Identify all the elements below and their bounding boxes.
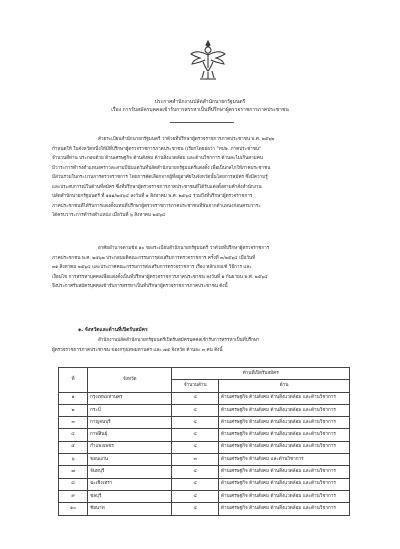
para1-line: กำหนดให้ ในจังหวัดหนึ่งให้มีที่ปรึกษาผู้ตรวจราชการภาคประชาชน (เรียกโดยย่อว่า "ทปษ. ภาคประชาชน" (52, 146, 262, 152)
table-row (59, 478, 350, 490)
cell-no: ๓ (59, 417, 88, 429)
cell-count: ๔ (172, 478, 219, 490)
cell-count: ๔ (172, 490, 219, 502)
cell-sides: ด้านเศรษฐกิจ ด้านสังคม และด้านวิชาการ (219, 454, 350, 466)
cell-province: ฉะเชิงเทรา (88, 478, 172, 490)
cell-count: ๔ (172, 503, 219, 515)
table-row (59, 466, 350, 478)
table-row (59, 429, 350, 441)
para1-line: จำนวนสี่ท่าน ประกอบด้วย ด้านเศรษฐกิจ ด้านสังคม ด้านสิ่งแวดล้อม และด้านวิชาการ ด้านละไม่เกินสามคน (52, 156, 263, 161)
cell-no: ๘ (59, 478, 88, 490)
para2-line: อาศัยอำนาจตามข้อ ๑๐ ของระเบียบสำนักนายกรัฐมนตรี ว่าด้วยที่ปรึกษาผู้ตรวจราชการ (98, 246, 270, 251)
paragraph-1 (52, 135, 348, 221)
cell-no: ๗ (59, 466, 88, 478)
paragraph-2 (52, 244, 348, 292)
cell-no: ๔ (59, 429, 88, 441)
cell-no: ๒ (59, 404, 88, 416)
cell-count: ๔ (172, 417, 219, 429)
para2-line: จึงประกาศรับสมัครบุคคลเข้ารับการสรรหาเป็นที่ปรึกษาผู้ตรวจราชการภาคประชาชน ดังนี้ (52, 284, 228, 289)
para1-line: และประสบการณ์ในด้านที่สมัคร ซึ่งที่ปรึกษาผู้ตรวจราชการภาคประชาชนที่ได้รับแต่งตั้งตามคำสั่งสำนักงาน (52, 184, 262, 190)
col-header-province: จังหวัด (88, 368, 172, 393)
para3-line: สำนักงานปลัดสำนักนายกรัฐมนตรีเปิดรับสมัครบุคคลเข้ารับการสรรหาเป็นที่ปรึกษา (98, 338, 260, 343)
para2-line: ภาคประชาชน พ.ศ. ๒๕๖๒ ประกอบมติคณะกรรมการส่งเสริมการตรวจราชการ ครั้งที่ ๓/๒๕๖๔ เมื่อวันที่ (52, 255, 256, 261)
cell-sides: ด้านเศรษฐกิจ ด้านสังคม ด้านสิ่งแวดล้อม และด้านวิชาการ (219, 478, 350, 490)
cell-no: ๑ (59, 392, 88, 404)
cell-count: ๓ (172, 454, 219, 466)
cell-sides: ด้านเศรษฐกิจ ด้านสังคม ด้านสิ่งแวดล้อม และด้านวิชาการ (219, 503, 350, 515)
cell-province: ชลบุรี (88, 490, 172, 502)
col-header-group: ด้านที่เปิดรับสมัคร (172, 368, 350, 380)
province-table (58, 367, 350, 516)
para1-line: มีส่วนร่วมในกระบวนการตรวจราชการ โดยการคัดเลือกจากผู้ที่อยู่อาศัยในจังหวัดนั้นโดยการสมัคร ซึ่งมีความรู้ (52, 175, 268, 180)
table-row (59, 454, 350, 466)
cell-count: ๔ (172, 441, 219, 453)
cell-province: ขอนแก่น (88, 454, 172, 466)
cell-province: กระบี่ (88, 404, 172, 416)
table-row (59, 490, 350, 502)
cell-province: กำแพงเพชร (88, 441, 172, 453)
col-header-side: ด้าน (219, 380, 350, 392)
garuda-emblem-icon (188, 38, 228, 82)
para1-line: ปลัดสำนักนายกรัฐมนตรี ที่ ๑๑๑/๒๕๖๔ ลงวันที่ ๑ สิงหาคม พ.ศ. ๒๕๖๔ รวมถึงที่ปรึกษาผู้ตรวจราชการ (52, 194, 253, 199)
cell-province: ชัยนาท (88, 503, 172, 515)
paragraph-3 (52, 336, 348, 355)
table-row (59, 503, 350, 515)
cell-sides: ด้านเศรษฐกิจ ด้านสังคม ด้านสิ่งแวดล้อม และด้านวิชาการ (219, 466, 350, 478)
table-row (59, 441, 350, 453)
heading-divider (170, 122, 234, 123)
para3-line: ผู้ตรวจราชการภาคประชาชน ของกรุงเทพมหานคร และ ๗๕ จังหวัด ด้านละ ๓ คน ดังนี้ (52, 347, 223, 353)
section-1-title: ๑. จังหวัดและด้านที่เปิดรับสมัคร (78, 327, 148, 333)
cell-count: ๔ (172, 429, 219, 441)
table-row (59, 417, 350, 429)
cell-sides: ด้านเศรษฐกิจ ด้านสังคม ด้านสิ่งแวดล้อม และด้านวิชาการ (219, 490, 350, 502)
cell-sides: ด้านเศรษฐกิจ ด้านสังคม ด้านสิ่งแวดล้อม และด้านวิชาการ (219, 441, 350, 453)
document-heading (0, 98, 400, 114)
cell-province: กรุงเทพมหานคร (88, 392, 172, 404)
cell-sides: ด้านเศรษฐกิจ ด้านสังคม ด้านสิ่งแวดล้อม และด้านวิชาการ (219, 392, 350, 404)
col-header-count: จำนวนด้าน (172, 380, 219, 392)
para1-line: มีวาระการดำรงตำแหน่งคราวละสามปีนับแต่วันที่ปลัดสำนักนายกรัฐมนตรีแต่งตั้ง เพื่อเป็นกลไกให้ภาคประชาชน (52, 165, 271, 171)
cell-no: ๑๐ (59, 503, 88, 515)
cell-count: ๔ (172, 466, 219, 478)
cell-count: ๔ (172, 392, 219, 404)
para2-line: ๓๑ สิงหาคม ๒๕๖๔ และประกาศคณะกรรมการส่งเสริมการตรวจราชการ เรื่อง หลักเกณฑ์ วิธีการ และ (52, 265, 252, 270)
cell-sides: ด้านเศรษฐกิจ ด้านสังคม ด้านสิ่งแวดล้อม และด้านวิชาการ (219, 429, 350, 441)
cell-province: กาญจนบุรี (88, 417, 172, 429)
cell-province: จันทบุรี (88, 466, 172, 478)
col-header-no: ที่ (59, 368, 88, 393)
para1-line: ได้ครบวาระการดำรงตำแหน่ง เมื่อวันที่ ๖ สิงหาคม ๒๕๖๔ (52, 213, 166, 218)
para2-line: เงื่อนไข การสรรหาบุคคลเพื่อแต่งตั้งเป็นที่ปรึกษาผู้ตรวจราชการภาคประชาชน ลงวันที่ ๑ กันยายน พ.ศ. ๒๕๖๔ (52, 274, 268, 280)
table-row (59, 392, 350, 404)
cell-no: ๙ (59, 490, 88, 502)
cell-no: ๕ (59, 441, 88, 453)
cell-count: ๔ (172, 404, 219, 416)
heading-line-1: ประกาศสำนักงานปลัดสำนักนายกรัฐมนตรี (154, 99, 246, 105)
cell-sides: ด้านเศรษฐกิจ ด้านสังคม ด้านสิ่งแวดล้อม และด้านวิชาการ (219, 417, 350, 429)
para1-line: ด้วยระเบียบสำนักนายกรัฐมนตรี ว่าด้วยที่ปรึกษาผู้ตรวจราชการภาคประชาชน พ.ศ. ๒๕๖๒ (98, 137, 275, 142)
table-body (59, 392, 350, 515)
cell-no: ๖ (59, 454, 88, 466)
cell-sides: ด้านเศรษฐกิจ ด้านสังคม ด้านสิ่งแวดล้อม และด้านวิชาการ (219, 404, 350, 416)
table-row (59, 404, 350, 416)
para1-line: ภาคประชาชนที่ได้รับการแต่งตั้งแทนที่ปรึกษาผู้ตรวจราชการภาคประชาชนที่พ้นจากตำแหน่งก่อนครบวาระ (52, 203, 261, 209)
heading-line-2: เรื่อง การรับสมัครบุคคลเข้ารับการสรรหาเป็นที่ปรึกษาผู้ตรวจราชการภาคประชาชน (111, 107, 289, 113)
cell-province: กาฬสินธุ์ (88, 429, 172, 441)
